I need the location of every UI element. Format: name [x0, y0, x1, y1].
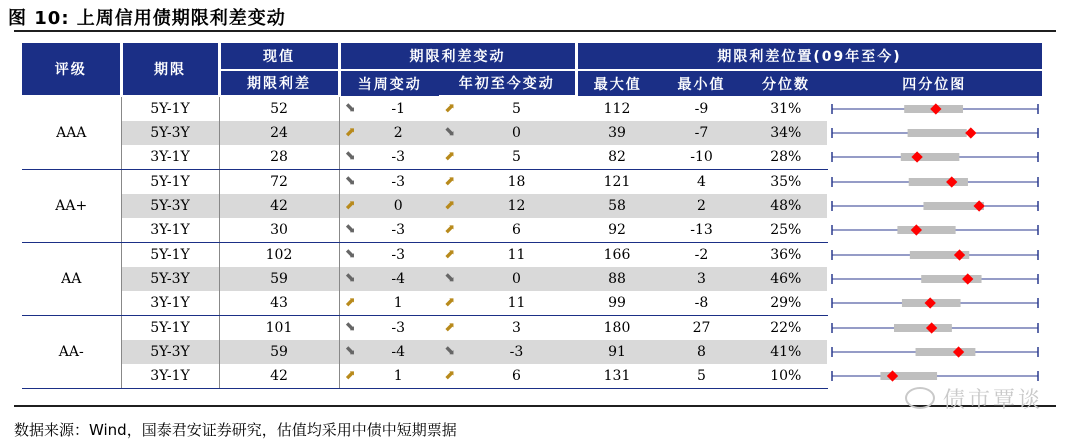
table-row [22, 267, 1042, 291]
tenor-cell: 3Y-1Y [121, 218, 219, 243]
rating-cell: AAA [22, 96, 121, 170]
quartile-plot [828, 267, 1042, 291]
min-cell: 8 [658, 340, 745, 364]
percentile-cell: 31% [770, 100, 802, 117]
quartile-plot-cell [827, 218, 1042, 243]
thumbs-up-icon: ⬈ [345, 125, 356, 140]
watermark [905, 383, 1043, 414]
current-spread-cell: 101 [219, 316, 339, 341]
percentile-cell: 28% [745, 145, 827, 170]
max-cell: 88 [576, 267, 658, 291]
table-row [22, 194, 1042, 218]
change-group-header: 期限利差变动 [339, 43, 576, 70]
spread-table [22, 43, 1042, 389]
quartile-plot-cell [827, 243, 1042, 268]
figure-title: 图 10: 上周信用债期限利差变动 [8, 8, 286, 29]
min-header: 最小值 [658, 70, 745, 96]
ytd-change-cell-value: 5 [512, 101, 521, 117]
thumbs-up-icon: ⬈ [345, 198, 356, 213]
weekly-change-cell-value: 2 [393, 125, 403, 141]
quartile-plot [828, 170, 1042, 194]
quartile-plot [828, 218, 1042, 242]
thumbs-down-icon: ⬊ [345, 174, 356, 189]
ytd-change-cell-value: 11 [507, 247, 526, 263]
min-cell: -8 [658, 291, 745, 316]
ytd-change-cell-value: -3 [509, 344, 524, 360]
percentile-cell: 22% [770, 320, 802, 336]
min-cell: -10 [658, 145, 745, 170]
thumbs-down-icon: ⬊ [345, 149, 356, 164]
thumbs-down-icon: ⬊ [444, 271, 456, 286]
weekly-change-cell [339, 340, 439, 364]
max-cell: 112 [603, 100, 631, 117]
current-group-header: 现值 [219, 43, 339, 70]
table-body [22, 96, 1042, 389]
max-cell: 92 [576, 218, 658, 243]
tenor-cell: 3Y-1Y [121, 291, 219, 316]
quartile-plot [828, 97, 1042, 121]
weekly-change-cell-value: 1 [393, 368, 403, 384]
wechat-icon [905, 387, 935, 409]
current-spread-cell: 72 [219, 170, 339, 195]
current-spread-cell: 42 [219, 194, 339, 218]
quartile-plot [828, 316, 1042, 340]
weekly-change-cell-value: -3 [391, 174, 406, 190]
ytd-change-cell [439, 96, 576, 121]
table-row [22, 218, 1042, 243]
min-cell: 3 [658, 267, 745, 291]
table-row [22, 170, 1042, 195]
thumbs-up-icon: ⬈ [345, 295, 356, 310]
weekly-change-cell-value: -3 [391, 222, 406, 238]
thumbs-down-icon: ⬊ [345, 344, 356, 359]
iqr-box [908, 178, 967, 186]
thumbs-down-icon: ⬊ [345, 100, 356, 116]
percentile-cell: 25% [745, 218, 827, 243]
ytd-change-cell-value: 12 [507, 198, 526, 214]
ytd-change-cell [439, 170, 576, 195]
min-cell: 4 [697, 174, 706, 190]
thumbs-down-icon: ⬊ [345, 222, 356, 237]
weekly-change-cell [339, 267, 439, 291]
ytd-change-cell [439, 316, 576, 341]
weekly-change-cell-value: -3 [391, 149, 406, 165]
rating-cell: AA [22, 243, 121, 316]
quartile-plot-cell [827, 121, 1042, 145]
thumbs-up-icon: ⬈ [444, 295, 456, 310]
thumbs-down-icon: ⬊ [444, 344, 456, 359]
pct-header: 分位数 [745, 70, 827, 96]
quartile-plot-cell [827, 145, 1042, 170]
quartile-plot [828, 194, 1042, 218]
weekly-change-cell [339, 316, 439, 341]
thumbs-up-icon: ⬈ [444, 198, 456, 213]
percentile-cell: 36% [770, 247, 802, 263]
iqr-box [915, 348, 975, 356]
quartile-plot [828, 291, 1042, 315]
max-cell: 58 [576, 194, 658, 218]
tenor-cell: 5Y-1Y [121, 96, 219, 121]
percentile-cell: 29% [745, 291, 827, 316]
bottom-rule [14, 405, 1056, 407]
weekly-header: 当周变动 [339, 70, 439, 96]
weekly-change-cell-value: -3 [391, 247, 406, 263]
ytd-change-cell [439, 291, 576, 316]
min-cell: -9 [694, 100, 709, 117]
weekly-change-cell [339, 96, 439, 121]
table-row [22, 121, 1042, 145]
weekly-change-cell-value: 1 [393, 295, 403, 311]
min-cell: 5 [658, 364, 745, 389]
iqr-box [900, 153, 959, 161]
tenor-cell: 3Y-1Y [121, 145, 219, 170]
thumbs-down-icon: ⬊ [345, 320, 356, 335]
thumbs-up-icon: ⬈ [444, 368, 456, 383]
thumbs-up-icon: ⬈ [444, 222, 456, 237]
weekly-change-cell [339, 291, 439, 316]
ytd-change-cell [439, 218, 576, 243]
table-row [22, 364, 1042, 389]
max-cell: 166 [603, 247, 631, 263]
percentile-cell: 34% [745, 121, 827, 145]
thumbs-down-icon: ⬊ [345, 247, 356, 262]
percentile-cell: 48% [745, 194, 827, 218]
current-spread-cell: 52 [219, 96, 339, 121]
table-row [22, 316, 1042, 341]
ytd-change-cell-value: 11 [507, 295, 526, 311]
table-row [22, 145, 1042, 170]
quartile-plot-cell [827, 267, 1042, 291]
ytd-change-cell-value: 18 [507, 174, 526, 190]
current-spread-cell: 42 [219, 364, 339, 389]
current-spread-cell: 59 [219, 267, 339, 291]
table-row [22, 243, 1042, 268]
current-spread-cell: 59 [219, 340, 339, 364]
current-spread-cell: 24 [219, 121, 339, 145]
tenor-cell: 3Y-1Y [121, 364, 219, 389]
current-spread-cell: 102 [219, 243, 339, 268]
iqr-box [907, 129, 966, 137]
weekly-change-cell [339, 194, 439, 218]
position-group-header: 期限利差位置(09年至今) [576, 43, 1042, 70]
rating-cell: AA+ [22, 170, 121, 243]
source-note: 数据来源：Wind，国泰君安证券研究，估值均采用中债中短期票据 [14, 421, 457, 439]
weekly-change-cell-value: 0 [393, 198, 403, 214]
quartile-plot-cell [827, 340, 1042, 364]
ytd-change-cell-value: 6 [512, 222, 521, 238]
tenor-cell: 5Y-3Y [121, 194, 219, 218]
weekly-change-cell [339, 145, 439, 170]
min-cell: -2 [694, 247, 709, 263]
percentile-cell: 41% [745, 340, 827, 364]
thumbs-down-icon: ⬊ [345, 271, 356, 286]
quartile-plot [828, 340, 1042, 364]
thumbs-up-icon: ⬈ [345, 368, 356, 383]
ytd-change-cell [439, 121, 576, 145]
weekly-change-cell-value: -3 [391, 320, 406, 336]
ytd-change-cell-value: 0 [512, 271, 521, 287]
thumbs-up-icon: ⬈ [444, 149, 456, 164]
percentile-cell: 46% [745, 267, 827, 291]
thumbs-up-icon: ⬈ [444, 101, 456, 116]
weekly-change-cell [339, 364, 439, 389]
iqr-box [894, 324, 952, 332]
watermark-text: 债市覃谈 [943, 388, 1044, 413]
quartile-plot [828, 145, 1042, 169]
min-cell: 2 [658, 194, 745, 218]
max-header: 最大值 [576, 70, 658, 96]
max-cell: 180 [603, 320, 631, 336]
quartile-plot-cell [827, 291, 1042, 316]
table-row [22, 340, 1042, 364]
tenor-cell: 5Y-3Y [121, 340, 219, 364]
table-row [22, 291, 1042, 316]
table-row [22, 96, 1042, 121]
quartile-plot [828, 121, 1042, 145]
quartile-header: 四分位图 [827, 70, 1042, 96]
ytd-change-cell-value: 5 [512, 149, 521, 165]
thumbs-up-icon: ⬈ [444, 174, 456, 189]
current-marker [965, 127, 976, 138]
ytd-change-cell [439, 340, 576, 364]
ytd-change-cell-value: 6 [512, 368, 521, 384]
max-cell: 131 [576, 364, 658, 389]
weekly-change-cell-value: -1 [391, 100, 406, 117]
tenor-header: 期限 [121, 43, 219, 96]
weekly-change-cell [339, 170, 439, 195]
thumbs-up-icon: ⬈ [444, 320, 456, 335]
ytd-change-cell-value: 3 [512, 320, 521, 336]
weekly-change-cell-value: -4 [391, 271, 406, 287]
ytd-change-cell [439, 194, 576, 218]
max-cell: 39 [576, 121, 658, 145]
ytd-change-cell [439, 145, 576, 170]
top-rule [14, 30, 1056, 32]
percentile-cell: 10% [745, 364, 827, 389]
current-sub-header: 期限利差 [219, 70, 339, 96]
max-cell: 99 [576, 291, 658, 316]
tenor-cell: 5Y-1Y [121, 243, 219, 268]
quartile-plot-cell [827, 194, 1042, 218]
max-cell: 91 [576, 340, 658, 364]
rating-header: 评级 [22, 43, 121, 96]
min-cell: -7 [658, 121, 745, 145]
ytd-change-cell [439, 364, 576, 389]
weekly-change-cell-value: -4 [391, 344, 406, 360]
ytd-change-cell [439, 243, 576, 268]
weekly-change-cell [339, 121, 439, 145]
current-spread-cell: 43 [219, 291, 339, 316]
thumbs-up-icon: ⬈ [444, 247, 456, 262]
current-spread-cell: 30 [219, 218, 339, 243]
ytd-change-cell [439, 267, 576, 291]
thumbs-down-icon: ⬊ [444, 125, 456, 140]
tenor-cell: 5Y-3Y [121, 121, 219, 145]
tenor-cell: 5Y-1Y [121, 316, 219, 341]
quartile-plot-cell [827, 316, 1042, 341]
ytd-header: 年初至今变动 [439, 70, 576, 96]
max-cell: 121 [603, 174, 631, 190]
iqr-box [897, 226, 955, 234]
current-spread-cell: 28 [219, 145, 339, 170]
quartile-plot [828, 243, 1042, 267]
tenor-cell: 5Y-3Y [121, 267, 219, 291]
max-cell: 82 [576, 145, 658, 170]
weekly-change-cell [339, 218, 439, 243]
weekly-change-cell [339, 243, 439, 268]
quartile-plot-cell [827, 170, 1042, 195]
min-cell: -13 [658, 218, 745, 243]
percentile-cell: 35% [770, 174, 802, 190]
ytd-change-cell-value: 0 [512, 125, 521, 141]
tenor-cell: 5Y-1Y [121, 170, 219, 195]
quartile-plot-cell [827, 96, 1042, 121]
rating-cell: AA- [22, 316, 121, 389]
min-cell: 27 [692, 320, 711, 336]
